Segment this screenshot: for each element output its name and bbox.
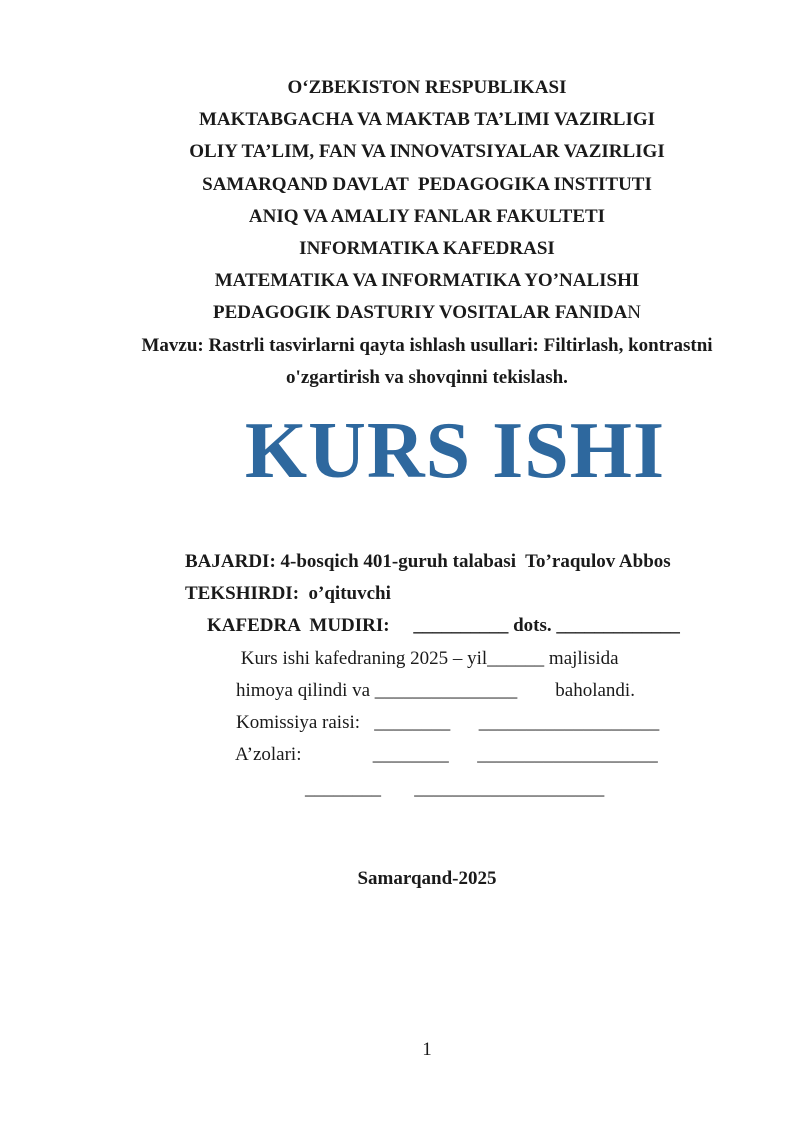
header-line-faculty: ANIQ VA AMALIY FANLAR FAKULTETI bbox=[248, 205, 606, 227]
header-line-ministry-1: MAKTABGACHA VA MAKTAB TA’LIMI VAZIRLIGI bbox=[198, 109, 656, 131]
header-line-institute: SAMARQAND DAVLAT PEDAGOGIKA INSTITUTI bbox=[202, 173, 652, 195]
meeting-line: Kurs ishi kafedraning 2025 – yil______ majlisida bbox=[236, 648, 619, 669]
city-year-block bbox=[54, 863, 800, 895]
header-line-ministry-2: OLIY TA’LIM, FAN VA INNOVATSIYALAR VAZIRLIGI bbox=[189, 141, 665, 163]
topic-line-2: o'zgartirish va shovqinni tekislash. bbox=[286, 366, 568, 388]
members-line: A’zolari: ________ ___________________ bbox=[235, 744, 658, 765]
course-title: KURS ISHI bbox=[244, 406, 666, 495]
header-line-course bbox=[54, 297, 800, 329]
city-year-text: Samarqand-2025 bbox=[357, 868, 497, 889]
header-line-direction: MATEMATIKA VA INFORMATIKA YO’NALISHI bbox=[214, 270, 640, 292]
main-title-block bbox=[54, 396, 800, 506]
grade-line: himoya qilindi va _______________ baholandi. bbox=[236, 680, 635, 701]
members-line-2: ________ ____________________ bbox=[305, 778, 605, 799]
page-number-block bbox=[54, 1038, 800, 1062]
bajardi-line: BAJARDI: 4-bosqich 401-guruh talabasi To’raqulov Abbos bbox=[185, 551, 671, 572]
title-page-header bbox=[54, 72, 800, 394]
tekshirdi-line: TEKSHIRDI: o’qituvchi bbox=[185, 583, 391, 604]
page-number: 1 bbox=[422, 1039, 432, 1060]
course-name-regular: N bbox=[627, 302, 642, 324]
kafedra-mudiri-line: KAFEDRA MUDIRI: __________ dots. _____________ bbox=[207, 615, 680, 636]
commission-chair-line: Komissiya raisi: ________ ___________________ bbox=[236, 712, 660, 733]
topic-line-1: Mavzu: Rastrli tasvirlarni qayta ishlash usullari: Filtirlash, kontrastni bbox=[141, 334, 713, 356]
header-line-republic: O‘ZBEKISTON RESPUBLIKASI bbox=[287, 77, 567, 98]
header-line-department: INFORMATIKA KAFEDRASI bbox=[299, 238, 555, 260]
course-name-bold: PEDAGOGIK DASTURIY VOSITALAR FANIDA bbox=[212, 302, 628, 324]
